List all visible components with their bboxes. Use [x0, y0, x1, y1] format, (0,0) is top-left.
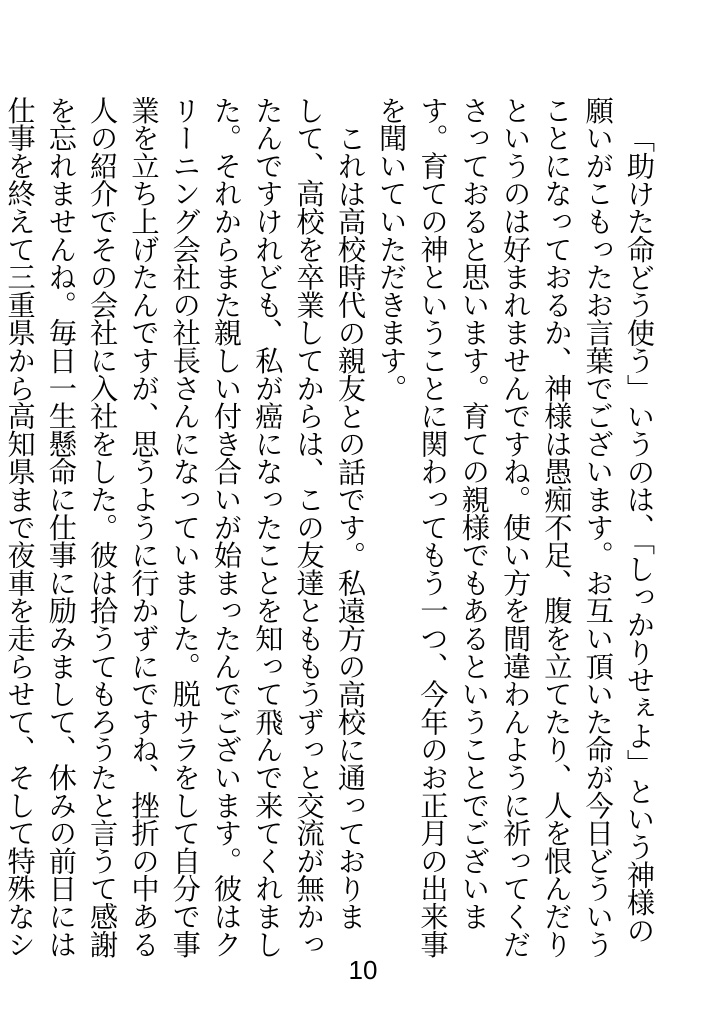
paragraph: 「助けた命どう使う」いうのは、「しっかりせぇよ」という神様の願いがこもったお言葉でございます。お互い頂いた命が今日どういうことになっておるか、神様は愚痴不足、腹を立てたり、人を恨んだりというのは好まれませんですね。使い方を間違わんように祈ってくださっておると思います。育ての親様でもあるということでございます。育ての神ということに関わってもう一つ、今年のお正月の出来事を聞いていただきます。 — [375, 96, 656, 958]
page-number: 10 — [348, 955, 378, 985]
vertical-body-text — [3, 96, 660, 958]
paragraph: これは高校時代の親友との話です。私遠方の高校に通っておりまして、高校を卒業してからは、この友達とももうずっと交流が無かったんですけれども、私が癌になったことを知って飛んで来てくれました。それからまた親しい付き合いが始まったんでございます。彼はクリーニング会社の社長さんになっていました。脱サラをして自分で事業を立ち上げたんですが、思うように行かずにですね、挫折の中ある人の紹介でその会社に入社をした。彼は拾うてもろうたと言うて感謝を忘れませんね。毎日一生懸命に仕事に励みまして、休みの前日には仕事を終えて三重県から高知県まで夜車を走らせて、そして特殊なシ — [3, 96, 367, 958]
